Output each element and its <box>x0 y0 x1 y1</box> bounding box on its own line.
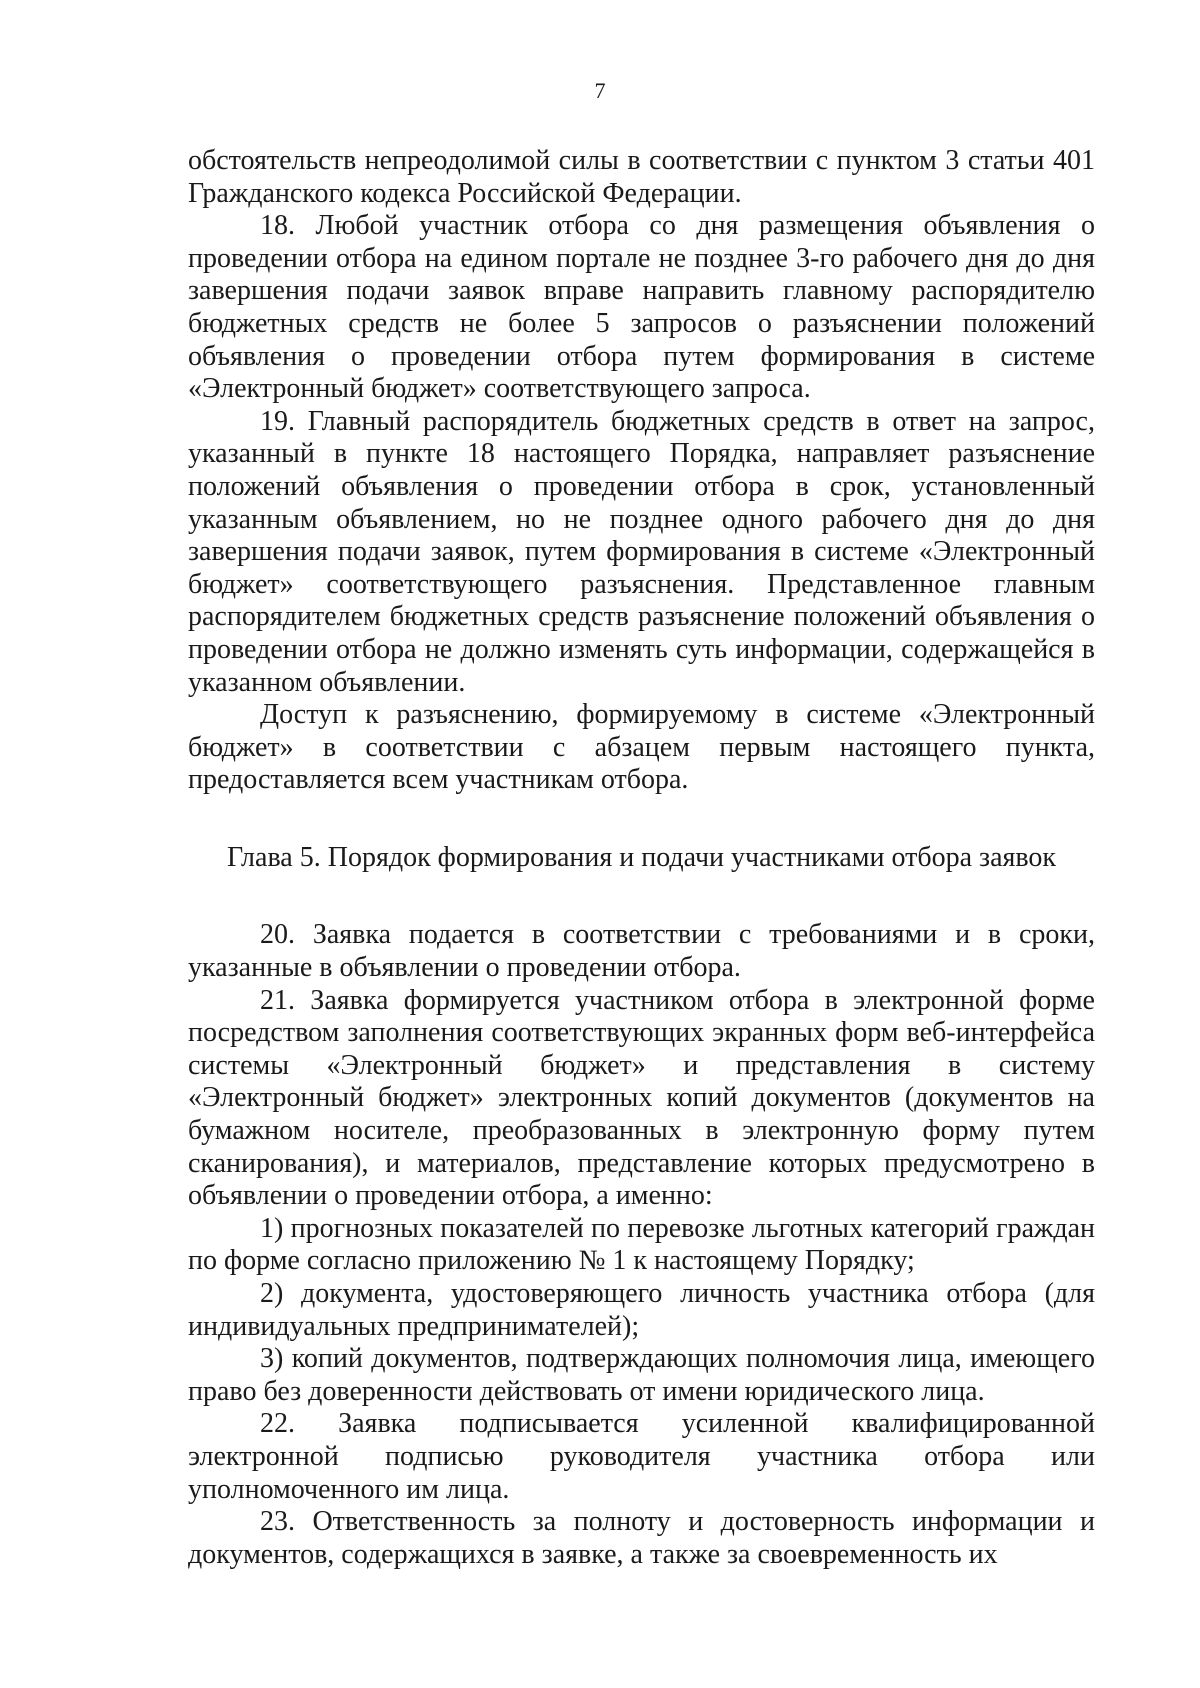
paragraph-22: 22. Заявка подписывается усиленной квалифицированной электронной подписью руководителя участника отбора или уполномоченного им лица. <box>188 1408 1095 1505</box>
paragraph-21: 21. Заявка формируется участником отбора в электронной форме посредством заполнения соответствующих экранных форм веб-интерфейса системы «Электронный бюджет» и представления в систему «Электронный бюджет» электронных копий документов (документов на бумажном носителе, преобразованных в электронную форму путем сканирования), и материалов, представление которых предусмотрено в объявлении о проведении отбора, а именно: <box>188 984 1095 1212</box>
paragraph-20: 20. Заявка подается в соответствии с требованиями и в сроки, указанные в объявлении о проведении отбора. <box>188 919 1095 984</box>
paragraph-18: 18. Любой участник отбора со дня размещения объявления о проведении отбора на едином портале не позднее 3-го рабочего дня до дня завершения подачи заявок вправе направить главному распорядителю бюджетных средств не более 5 запросов о разъяснении положений объявления о проведении отбора путем формирования в системе «Электронный бюджет» соответствующего запроса. <box>188 210 1095 405</box>
list-item-1: 1) прогнозных показателей по перевозке льготных категорий граждан по форме согласно приложению № 1 к настоящему Порядку; <box>188 1212 1095 1277</box>
paragraph-19: 19. Главный распорядитель бюджетных средств в ответ на запрос, указанный в пункте 18 настоящего Порядка, направляет разъяснение положений объявления о проведении отбора в срок, установленный указанным объявлением, но не позднее одного рабочего дня до дня завершения подачи заявок, путем формирования в системе «Электронный бюджет» соответствующего разъяснения. Представленное главным распорядителем бюджетных средств разъяснение положений объявления о проведении отбора не должно изменять суть информации, содержащейся в указанном объявлении. <box>188 405 1095 698</box>
page-number: 7 <box>594 78 606 103</box>
chapter-heading: Глава 5. Порядок формирования и подачи участниками отбора заявок <box>226 841 1057 873</box>
paragraph-continuation: обстоятельств непреодолимой силы в соответствии с пунктом 3 статьи 401 Гражданского кодекса Российской Федерации. <box>188 145 1095 209</box>
paragraph-23: 23. Ответственность за полноту и достоверность информации и документов, содержащихся в заявке, а также за своевременность их <box>188 1506 1095 1570</box>
document-body <box>188 145 1095 1571</box>
list-item-2: 2) документа, удостоверяющего личность участника отбора (для индивидуальных предпринимателей); <box>188 1278 1095 1342</box>
list-item-3: 3) копий документов, подтверждающих полномочия лица, имеющего право без доверенности действовать от имени юридического лица. <box>188 1343 1095 1407</box>
paragraph-19-access: Доступ к разъяснению, формируемому в системе «Электронный бюджет» в соответствии с абзацем первым настоящего пункта, предоставляется всем участникам отбора. <box>188 699 1095 796</box>
